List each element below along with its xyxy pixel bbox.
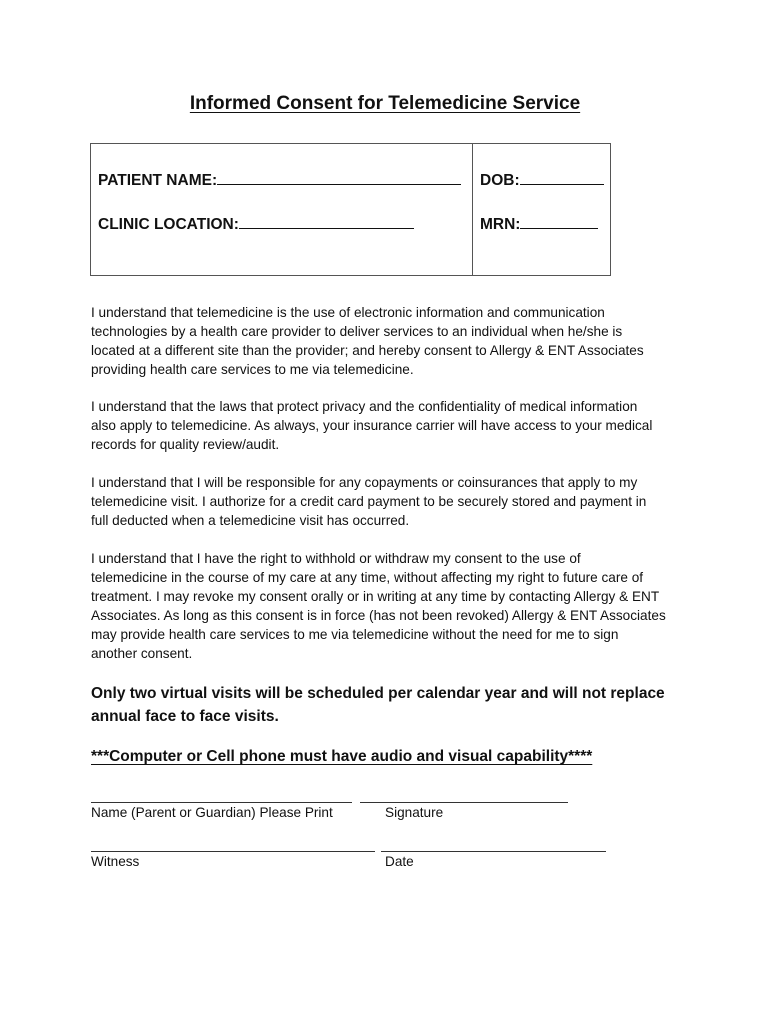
clinic-location-label: CLINIC LOCATION: — [98, 216, 239, 233]
paragraph-line: technologies by a health care provider to deliver services to an individual when he/she is — [91, 324, 623, 339]
consent-paragraph-privacy — [91, 397, 691, 454]
notice-line: Only two virtual visits will be scheduled per calendar year and will not replace — [91, 685, 665, 702]
date-line[interactable] — [381, 851, 606, 852]
paragraph-line: I understand that telemedicine is the use of electronic information and communication — [91, 305, 605, 320]
clinic-location-field — [98, 213, 414, 234]
name-signature-line[interactable] — [91, 802, 352, 803]
paragraph-line: another consent. — [91, 646, 193, 661]
dob-line[interactable] — [520, 169, 604, 185]
witness-line[interactable] — [91, 851, 375, 852]
info-box-divider — [472, 144, 473, 275]
paragraph-line: also apply to telemedicine. As always, your insurance carrier will have access to your medical — [91, 418, 653, 433]
paragraph-line: I understand that the laws that protect privacy and the confidentiality of medical information — [91, 399, 638, 414]
witness-label: Witness — [91, 854, 140, 869]
paragraph-line: telemedicine in the course of my care at any time, without affecting my right to future care of — [91, 570, 644, 585]
paragraph-line: I understand that I will be responsible for any copayments or coinsurances that apply to my — [91, 475, 638, 490]
signature-label: Signature — [385, 805, 444, 820]
virtual-visit-notice — [91, 682, 665, 728]
dob-label: DOB: — [480, 172, 520, 189]
consent-paragraph-telemedicine — [91, 303, 691, 379]
patient-info-box — [90, 143, 611, 276]
page-title: Informed Consent for Telemedicine Service — [189, 93, 581, 114]
paragraph-line: I understand that I have the right to withhold or withdraw my consent to the use of — [91, 551, 581, 566]
device-requirement: ***Computer or Cell phone must have audio and visual capability**** — [91, 748, 593, 765]
paragraph-line: located at a different site than the provider; and hereby consent to Allergy & ENT Associates — [91, 343, 644, 358]
paragraph-line: providing health care services to me via telemedicine. — [91, 362, 414, 377]
paragraph-line: telemedicine visit. I authorize for a credit card payment to be securely stored and payment in — [91, 494, 647, 509]
mrn-label: MRN: — [480, 216, 521, 233]
consent-paragraph-withdrawal — [91, 549, 691, 663]
patient-name-line[interactable] — [217, 169, 461, 185]
mrn-line[interactable] — [520, 213, 598, 229]
notice-line: annual face to face visits. — [91, 708, 279, 725]
dob-field — [480, 169, 604, 190]
consent-paragraph-payment — [91, 473, 691, 530]
paragraph-line: treatment. I may revoke my consent orally or in writing at any time by contacting Allergy & ENT — [91, 589, 660, 604]
patient-name-label: PATIENT NAME: — [98, 172, 218, 189]
date-label: Date — [385, 854, 414, 869]
paragraph-line: records for quality review/audit. — [91, 437, 280, 452]
paragraph-line: may provide health care services to me via telemedicine without the need for me to sign — [91, 627, 619, 642]
clinic-location-line[interactable] — [239, 213, 414, 229]
patient-name-field — [98, 169, 461, 190]
name-print-label: Name (Parent or Guardian) Please Print — [91, 805, 333, 820]
paragraph-line: full deducted when a telemedicine visit has occurred. — [91, 513, 410, 528]
mrn-field — [480, 213, 598, 234]
paragraph-line: Associates. As long as this consent is in force (has not been revoked) Allergy & ENT Associates — [91, 608, 666, 623]
signature-line[interactable] — [360, 802, 568, 803]
